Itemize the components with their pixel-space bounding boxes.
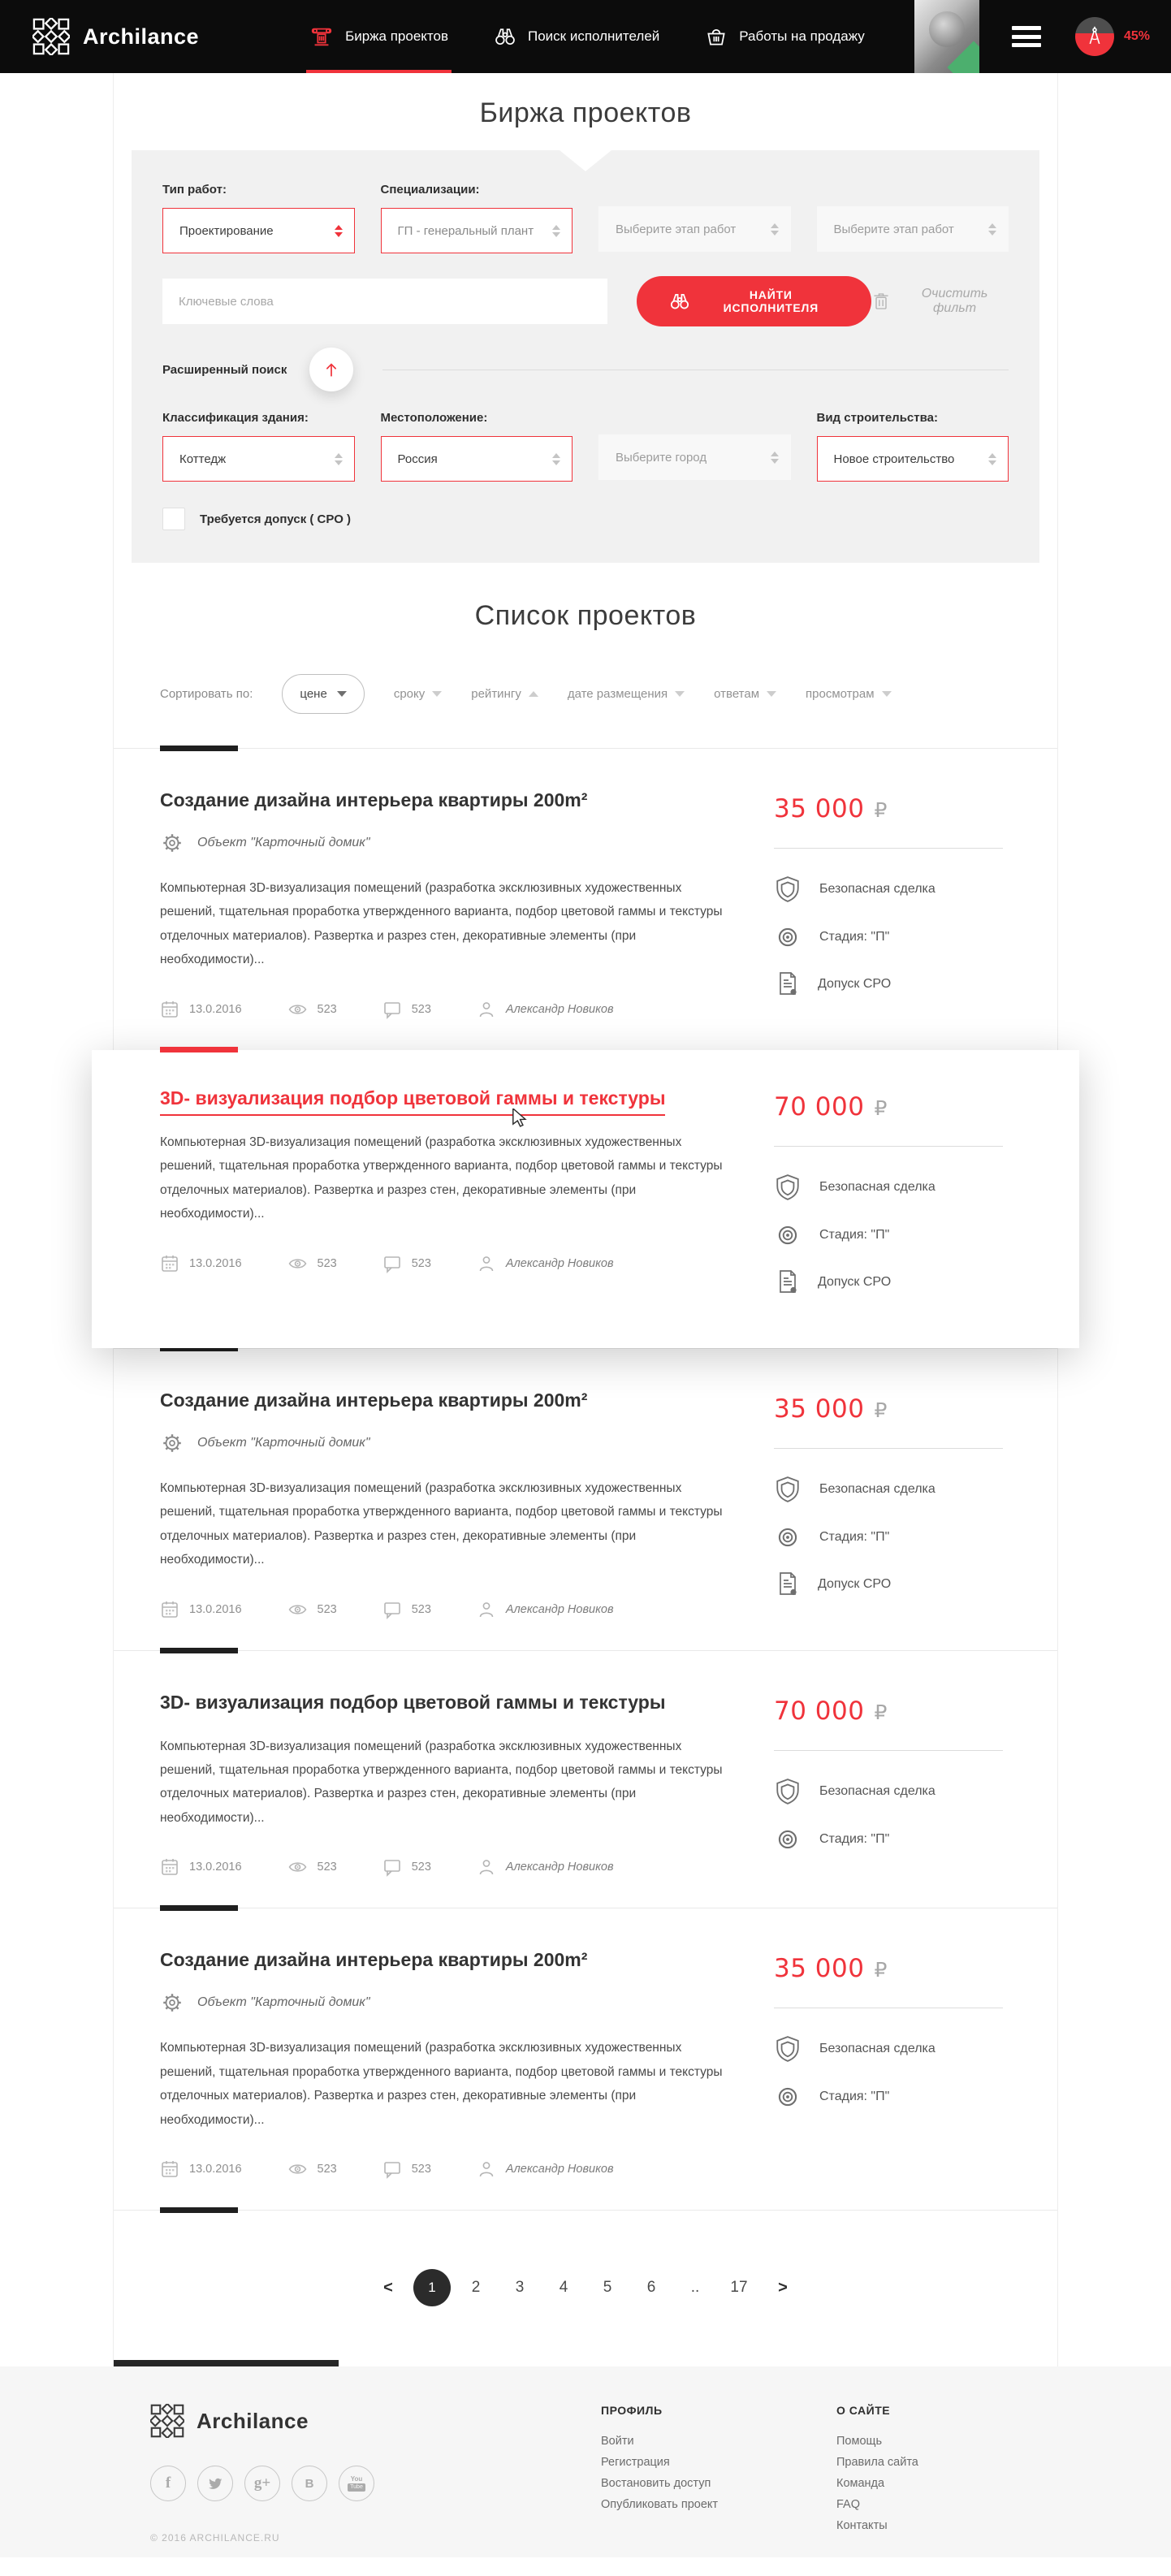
project-meta <box>160 1000 735 1019</box>
document-icon <box>774 1571 800 1598</box>
meta-views: 523 <box>287 2159 337 2179</box>
find-performer-label: НАЙТИ ИСПОЛНИТЕЛЯ <box>723 288 819 314</box>
target-icon <box>774 2083 802 2111</box>
comment-icon <box>382 1600 402 1619</box>
shield-icon <box>774 1475 802 1504</box>
footer-link-faq[interactable]: FAQ <box>836 2498 861 2511</box>
building-class-select[interactable] <box>162 436 355 482</box>
footer-link-login[interactable]: Войти <box>601 2435 634 2448</box>
meta-views: 523 <box>287 1254 337 1273</box>
project-title-link[interactable]: 3D- визуализация подбор цветовой гаммы и текстуры <box>160 1087 665 1116</box>
top-header <box>0 0 1171 73</box>
filter-row-1 <box>162 183 1009 253</box>
list-title: Список проектов <box>474 600 697 631</box>
project-list <box>114 748 1057 2211</box>
pagination-page-4[interactable]: 4 <box>542 2279 586 2297</box>
pagination-page-6[interactable]: 6 <box>629 2279 673 2297</box>
person-icon <box>477 1600 496 1619</box>
country-value: Россия <box>397 452 438 466</box>
meta-author[interactable]: Александр Новиков <box>477 1254 614 1273</box>
meta-views: 523 <box>287 1000 337 1019</box>
badge-stage: Стадия: "П" <box>774 2083 1011 2111</box>
project-side-panel <box>774 789 1011 1019</box>
archilance-logo-icon <box>150 2404 184 2438</box>
nav-item-find-performers[interactable] <box>471 0 682 73</box>
meta-author[interactable]: Александр Новиков <box>477 1000 614 1019</box>
badge-stage: Стадия: "П" <box>774 923 1011 951</box>
eye-icon <box>287 1600 308 1619</box>
badge-secure-deal: Безопасная сделка <box>774 1173 1011 1202</box>
twitter-icon[interactable] <box>197 2466 233 2501</box>
project-title <box>160 1692 735 1714</box>
footer-link-register[interactable]: Регистрация <box>601 2456 670 2469</box>
sort-desc-icon <box>675 691 685 697</box>
city-select[interactable] <box>598 434 791 480</box>
pagination-page-1[interactable]: 1 <box>413 2269 451 2306</box>
copyright: © 2016 ARCHILANCE.RU <box>150 2532 280 2544</box>
pagination-page-17[interactable]: 17 <box>717 2279 761 2297</box>
select-arrows-icon <box>771 223 779 236</box>
calendar-icon <box>160 1857 179 1877</box>
pagination-page-2[interactable]: 2 <box>454 2279 498 2297</box>
project-card <box>114 1348 1057 1650</box>
binoculars-icon <box>669 291 690 312</box>
pagination-next[interactable]: > <box>761 2279 805 2297</box>
project-object-row <box>160 1431 735 1455</box>
pagination-page-3[interactable]: 3 <box>498 2279 542 2297</box>
calendar-icon <box>160 1254 179 1273</box>
sort-option-date[interactable]: дате размещения <box>568 687 685 701</box>
project-title <box>160 1390 735 1411</box>
card-accent-dash <box>160 1648 238 1653</box>
specialization-value: ГП - генеральный плант <box>397 223 534 238</box>
footer-column-title: ПРОФИЛЬ <box>601 2404 663 2417</box>
project-title <box>160 1087 735 1109</box>
ruble-sign: ₽ <box>874 1958 888 1982</box>
select-arrows-icon <box>988 223 996 236</box>
meta-comments: 523 <box>382 1600 431 1619</box>
sort-desc-icon <box>767 691 776 697</box>
footer-column-profile <box>601 2404 776 2544</box>
project-price: 70 000 ₽ <box>774 1696 888 1726</box>
calendar-icon <box>160 2159 179 2179</box>
badge-sro: Допуск СРО <box>774 1571 1011 1598</box>
work-type-select[interactable] <box>162 208 355 253</box>
target-icon <box>774 923 802 951</box>
project-side-panel <box>774 1087 1011 1316</box>
hamburger-menu-icon[interactable] <box>1012 26 1041 47</box>
list-end-separator <box>114 2210 1057 2211</box>
shield-icon <box>774 1173 802 1202</box>
work-stage-select-2[interactable] <box>817 206 1009 252</box>
target-icon <box>774 1221 802 1249</box>
project-title <box>160 1949 735 1971</box>
project-description: Компьютерная 3D-визуализация помещений (разработка эксклюзивных художественных решений, тщательная проработка утвержденного варианта, подбор цветовой гаммы и текстуры отделочных материалов). Развертка и разрез стен, декоративные элементы (при необходимости)... <box>160 2041 723 2127</box>
social-links <box>150 2466 459 2501</box>
divider-line <box>774 1750 1003 1751</box>
footer-column-title: О САЙТЕ <box>836 2404 891 2417</box>
project-object: Объект "Карточный домик" <box>197 1435 370 1450</box>
filter-panel <box>132 150 1039 563</box>
project-card <box>114 1908 1057 2210</box>
target-icon <box>774 1524 802 1551</box>
sort-desc-icon <box>337 691 347 697</box>
badge-secure-deal: Безопасная сделка <box>774 2034 1011 2064</box>
badge-secure-deal: Безопасная сделка <box>774 875 1011 904</box>
document-icon <box>774 1269 800 1296</box>
eye-icon <box>287 1000 308 1019</box>
project-object-row <box>160 1990 735 2015</box>
meta-comments: 523 <box>382 1000 431 1019</box>
project-title-link[interactable]: Создание дизайна интерьера квартиры 200m² <box>160 1949 588 1971</box>
page-title: Биржа проектов <box>479 97 692 128</box>
project-side-panel <box>774 1692 1011 1878</box>
filter-row-3 <box>162 411 1009 482</box>
trash-icon <box>871 291 891 312</box>
main-nav <box>287 0 888 73</box>
advanced-search-row <box>162 348 1009 391</box>
specialization-select[interactable] <box>381 208 573 253</box>
footer <box>0 2366 1171 2557</box>
shield-icon <box>774 1777 802 1806</box>
nav-item-projects-exchange[interactable] <box>287 0 471 73</box>
project-side-panel <box>774 1390 1011 1619</box>
sort-desc-icon <box>882 691 892 697</box>
pagination-ellipsis: .. <box>690 2279 700 2296</box>
project-object: Объект "Карточный домик" <box>197 1995 370 2010</box>
person-icon <box>477 1254 496 1273</box>
archilance-logo-icon <box>32 18 70 55</box>
building-class-value: Коттедж <box>179 452 227 466</box>
nav-label: Биржа проектов <box>345 28 448 44</box>
sort-by-label: Сортировать по: <box>160 687 253 701</box>
footer-link-contacts[interactable]: Контакты <box>836 2519 888 2532</box>
project-meta <box>160 1600 735 1619</box>
meta-comments: 523 <box>382 1857 431 1877</box>
person-icon <box>477 2159 496 2179</box>
youtube-icon[interactable]: You Tube <box>339 2466 374 2501</box>
pagination <box>114 2269 1057 2306</box>
work-type-label: Тип работ: <box>162 183 227 197</box>
basket-icon <box>705 25 728 48</box>
meta-author[interactable]: Александр Новиков <box>477 1600 614 1619</box>
country-select[interactable] <box>381 436 573 482</box>
project-card-hovered <box>92 1050 1079 1348</box>
clear-filter-button[interactable] <box>871 287 1009 316</box>
project-title-link[interactable]: 3D- визуализация подбор цветовой гаммы и текстуры <box>160 1691 666 1713</box>
target-icon <box>774 1826 802 1853</box>
project-meta <box>160 1857 735 1877</box>
brand-logo[interactable] <box>32 18 199 55</box>
advanced-search-label: Расширенный поиск <box>162 362 287 377</box>
card-accent-dash <box>160 1047 238 1052</box>
project-object-row <box>160 831 735 855</box>
gear-icon <box>160 1431 184 1455</box>
main-column <box>113 73 1058 2366</box>
select-arrows-icon <box>335 225 343 237</box>
badge-secure-deal: Безопасная сделка <box>774 1777 1011 1806</box>
comment-icon <box>382 1857 402 1877</box>
nav-label: Работы на продажу <box>739 28 865 44</box>
meta-date: 13.0.2016 <box>160 2159 242 2179</box>
sort-option-rating[interactable]: рейтингу <box>471 687 538 701</box>
project-price: 35 000 ₽ <box>774 794 888 823</box>
meta-date: 13.0.2016 <box>160 1254 242 1273</box>
filter-row-2 <box>162 276 1009 326</box>
select-arrows-icon <box>552 225 560 237</box>
footer-accent-bar <box>114 2360 339 2366</box>
project-side-panel <box>774 1949 1011 2179</box>
profile-progress-badge[interactable] <box>1075 17 1114 56</box>
mouse-cursor-icon <box>511 1109 527 1128</box>
binoculars-icon <box>494 25 516 48</box>
footer-brand-logo[interactable] <box>150 2404 459 2438</box>
project-meta <box>160 2159 735 2179</box>
footer-link-site-rules[interactable]: Правила сайта <box>836 2456 918 2469</box>
work-type-value: Проектирование <box>179 223 274 238</box>
project-price: 35 000 ₽ <box>774 1394 888 1424</box>
project-price: 35 000 ₽ <box>774 1954 888 1984</box>
comment-icon <box>382 1254 402 1273</box>
project-title-link[interactable]: Создание дизайна интерьера квартиры 200m² <box>160 1389 588 1411</box>
gear-icon <box>160 831 184 855</box>
eye-icon <box>287 2159 308 2179</box>
footer-link-publish-project[interactable]: Опубликовать проект <box>601 2498 719 2511</box>
bottom-strip <box>0 2557 1171 2576</box>
ruble-sign: ₽ <box>874 1398 888 1422</box>
person-icon <box>477 1857 496 1877</box>
divider-line <box>774 1146 1003 1147</box>
meta-comments: 523 <box>382 2159 431 2179</box>
find-performer-button[interactable] <box>637 276 871 326</box>
arrow-up-icon <box>322 359 341 380</box>
comment-icon <box>382 2159 402 2179</box>
eye-icon <box>287 1857 308 1877</box>
building-class-label: Классификация здания: <box>162 411 309 425</box>
pagination-page-5[interactable]: 5 <box>586 2279 629 2297</box>
sort-asc-icon <box>529 691 538 697</box>
sort-desc-icon <box>432 691 442 697</box>
sort-option-term[interactable]: сроку <box>394 687 442 701</box>
meta-author[interactable]: Александр Новиков <box>477 2159 614 2179</box>
work-stage-select-1[interactable] <box>598 206 791 252</box>
city-placeholder: Выберите город <box>616 450 707 465</box>
card-accent-dash <box>160 2207 238 2213</box>
footer-link-help[interactable]: Помощь <box>836 2435 883 2448</box>
project-title <box>160 789 735 811</box>
footer-brand-block <box>150 2404 459 2544</box>
calendar-icon <box>160 1600 179 1619</box>
nav-item-works-for-sale[interactable] <box>682 0 888 73</box>
footer-brand-name: Archilance <box>197 2408 309 2433</box>
select-arrows-icon <box>988 453 996 465</box>
badge-stage: Стадия: "П" <box>774 1524 1011 1551</box>
footer-link-team[interactable]: Команда <box>836 2477 885 2490</box>
construction-type-select[interactable] <box>817 436 1009 482</box>
project-card <box>114 748 1057 1050</box>
project-description: Компьютерная 3D-визуализация помещений (разработка эксклюзивных художественных решений, тщательная проработка утвержденного варианта, подбор цветовой гаммы и текстуры отделочных материалов). Развертка и разрез стен, декоративные элементы (при необходимости)... <box>160 1739 723 1825</box>
meta-date: 13.0.2016 <box>160 1857 242 1877</box>
facebook-icon[interactable]: f <box>150 2466 186 2501</box>
meta-comments: 523 <box>382 1254 431 1273</box>
select-arrows-icon <box>771 452 779 464</box>
column-icon <box>309 24 334 49</box>
profile-progress-percent: 45% <box>1123 29 1150 43</box>
advanced-search-collapse-button[interactable] <box>309 348 353 391</box>
shield-icon <box>774 2034 802 2064</box>
eye-icon <box>287 1254 308 1273</box>
project-description: Компьютерная 3D-визуализация помещений (разработка эксклюзивных художественных решений, тщательная проработка утвержденного варианта, подбор цветовой гаммы и текстуры отделочных материалов). Развертка и разрез стен, декоративные элементы (при необходимости)... <box>160 1135 723 1221</box>
ruble-sign: ₽ <box>874 798 888 822</box>
badge-stage: Стадия: "П" <box>774 1826 1011 1853</box>
meta-date: 13.0.2016 <box>160 1000 242 1019</box>
document-icon <box>774 970 800 998</box>
stage-placeholder: Выберите этап работ <box>616 222 737 236</box>
project-meta <box>160 1254 735 1273</box>
nav-label: Поиск исполнителей <box>528 28 660 44</box>
meta-views: 523 <box>287 1600 337 1619</box>
ruble-sign: ₽ <box>874 1700 888 1724</box>
construction-type-label: Вид строительства: <box>816 411 938 425</box>
person-icon <box>477 1000 496 1019</box>
clear-filter-label: Очистить фильт <box>921 287 988 315</box>
footer-link-restore-access[interactable]: Востановить доступ <box>601 2477 711 2490</box>
sro-label: Требуется допуск ( СРО ) <box>200 512 352 526</box>
active-nav-underline <box>306 70 452 73</box>
location-label: Местоположение: <box>380 411 488 425</box>
specialization-label: Специализации: <box>380 183 480 197</box>
project-price: 70 000 ₽ <box>774 1091 888 1122</box>
google-plus-icon[interactable]: g+ <box>244 2466 280 2501</box>
gear-icon <box>160 1990 184 2015</box>
construction-type-value: Новое строительство <box>833 452 955 466</box>
vk-icon[interactable]: В <box>292 2466 327 2501</box>
badge-secure-deal: Безопасная сделка <box>774 1475 1011 1504</box>
sort-option-answers[interactable]: ответам <box>714 687 776 701</box>
badge-stage: Стадия: "П" <box>774 1221 1011 1249</box>
project-card <box>114 1650 1057 1908</box>
comment-icon <box>382 1000 402 1019</box>
brand-name: Archilance <box>83 24 200 49</box>
divider-line <box>774 1448 1003 1449</box>
project-description: Компьютерная 3D-визуализация помещений (разработка эксклюзивных художественных решений, тщательная проработка утвержденного варианта, подбор цветовой гаммы и текстуры отделочных материалов). Развертка и разрез стен, декоративные элементы (при необходимости)... <box>160 881 723 967</box>
pagination-prev[interactable]: < <box>366 2279 410 2297</box>
shield-icon <box>774 875 802 904</box>
project-object: Объект "Карточный домик" <box>197 836 370 849</box>
user-avatar[interactable] <box>914 0 979 73</box>
sort-bar <box>114 632 1057 714</box>
ruble-sign: ₽ <box>874 1096 888 1120</box>
meta-date: 13.0.2016 <box>160 1600 242 1619</box>
sro-checkbox-row <box>162 508 1009 530</box>
badge-sro: Допуск СРО <box>774 1269 1011 1296</box>
meta-views: 523 <box>287 1857 337 1877</box>
keywords-input[interactable] <box>162 279 607 324</box>
card-accent-dash <box>160 1905 238 1911</box>
card-accent-dash <box>160 746 238 751</box>
select-arrows-icon <box>335 453 343 465</box>
stage-placeholder: Выберите этап работ <box>833 222 954 236</box>
sro-checkbox[interactable] <box>162 508 185 530</box>
project-title-link[interactable]: Создание дизайна интерьера квартиры 200m² <box>160 789 588 810</box>
badge-sro: Допуск СРО <box>774 970 1011 998</box>
footer-column-about <box>836 2404 918 2544</box>
drafting-compass-icon <box>1084 26 1105 47</box>
header-right <box>914 0 1171 73</box>
divider-line <box>774 848 1003 849</box>
calendar-icon <box>160 1000 179 1019</box>
select-arrows-icon <box>552 453 560 465</box>
meta-author[interactable]: Александр Новиков <box>477 1857 614 1877</box>
sort-option-views[interactable]: просмотрам <box>806 687 892 701</box>
sort-option-price[interactable]: цене <box>282 674 364 714</box>
project-description: Компьютерная 3D-визуализация помещений (разработка эксклюзивных художественных решений, тщательная проработка утвержденного варианта, подбор цветовой гаммы и текстуры отделочных материалов). Развертка и разрез стен, декоративные элементы (при необходимости)... <box>160 1480 723 1567</box>
